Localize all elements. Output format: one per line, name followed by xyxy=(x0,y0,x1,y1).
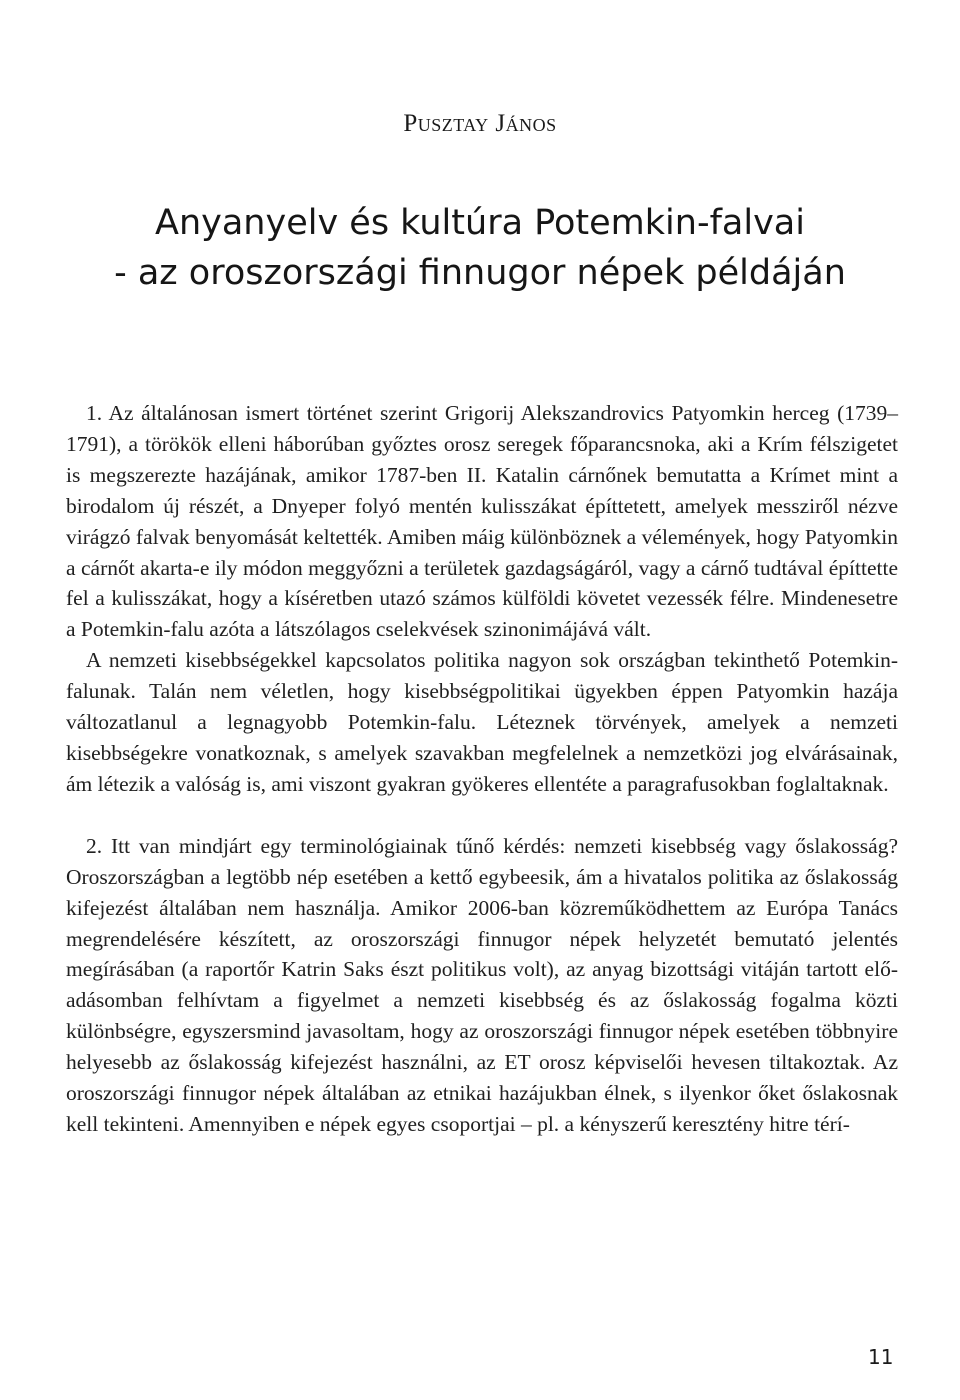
section-1-paragraph-1-text: Az általánosan ismert történet szerint Grigorij Alekszandrovics Patyomkin herceg (1739–1791), a törökök elleni háborúban győztes orosz seregek főparancsnoka, aki a Krím félszigetet is megszerezte hazájának, amikor 1787-ben II. Katalin cárnőnek bemutatta a Krímet mint a birodalom új részét, a Dnyeper folyó mentén kulisszákat építtetett, amelyek messziről nézve virágzó falvak benyomását keltették. Amiben máig különböznek a vélemények, hogy Patyomkin a cárnőt akarta-e ily módon meggyőzni a területek gazdagságáról, vagy a cárnő tudtával építtette fel a kulisszákat, hogy a kíséretben utazó számos külföldi követet vezessék félre. Mindenesetre a Potemkin-falu azóta a látszólagos cselekvések szinonimájává vált. xyxy=(66,401,898,642)
article-body xyxy=(66,398,898,1140)
section-1-paragraph-2: A nemzeti kisebbségekkel kapcsolatos politika nagyon sok országban tekinthető Potemkin-falunak. Talán nem véletlen, hogy kisebbségpolitikai ügyekben éppen Patyomkin hazája változatlanul a legnagyobb Potemkin-falu. Léteznek törvények, amelyek a nemzeti kisebbségekre vonatkoznak, s amelyek szavakban megfelelnek a nemzetközi jog elvárásainak, ám létezik a valóság is, ami viszont gyakran gyökeres ellentéte a paragrafusokban foglaltaknak. xyxy=(66,648,898,796)
title-line-1: Anyanyelv és kultúra Potemkin-falvai xyxy=(155,203,805,243)
article-title xyxy=(0,198,960,298)
page-number: 11 xyxy=(868,1345,894,1369)
section-1-number: 1. xyxy=(86,401,103,425)
section-2-paragraph-1 xyxy=(66,831,898,1140)
section-1-paragraph-1 xyxy=(66,398,898,645)
title-line-2: - az oroszországi finnugor népek példáján xyxy=(114,253,846,293)
section-2-number: 2. xyxy=(86,833,103,858)
section-2-paragraph-1-text: Itt van mindjárt egy terminológiainak tűnő kérdés: nemzeti kisebbség vagy őslakosság? Oroszországban a legtöbb nép esetében a kettő egybeesik, ám a hivatalos politika az őslakosság kifejezést általában nem használja. Amikor 2006-ban közreműködhettem az Európa Tanács megrendelésére készített, az oroszországi finnugor népek helyzetét bemutató jelentés megírásában (a raportőr Katrin Saks észt politikus volt), az anyag bizottsági vitáján tartott előadásomban felhívtam a figyelmet a nemzeti kisebbség és az őslakosság fogalma közti különbségre, egyszersmind javasoltam, hogy az oroszországi finnugor népek esetében többnyire helyesebb az őslakosság kifejezést használni, az ET orosz képviselői hevesen tiltakoztak. Az oroszországi finnugor népek általában az etnikai hazájukban élnek, s ilyenkor őket őslakosnak kell tekinteni. Amennyiben e népek egyes csoportjai – pl. a kényszerű keresztény hitre térí- xyxy=(66,833,899,1136)
author-name: Pusztay János xyxy=(403,110,557,137)
